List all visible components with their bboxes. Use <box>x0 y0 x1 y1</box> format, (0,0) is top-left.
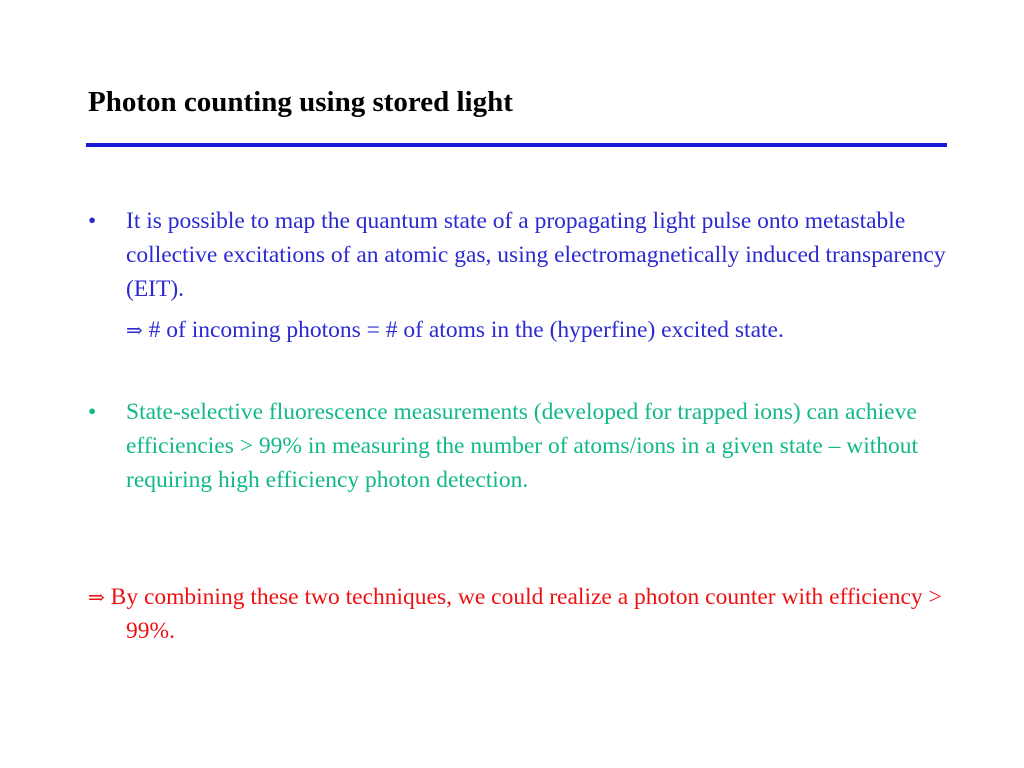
slide-title: Photon counting using stored light <box>88 86 513 118</box>
bullet-fluorescence <box>88 395 948 497</box>
conclusion-text: By combining these two techniques, we could realize a photon counter with efficiency > 99%. <box>104 584 942 644</box>
bullet-marker: • <box>88 208 97 234</box>
bullet-text: State-selective fluorescence measurements (developed for trapped ions) can achieve efficiencies > 99% in measuring the number of atoms/ions in a given state – without requiring high efficiency photon detection. <box>126 399 919 493</box>
bullet-text: It is possible to map the quantum state of a propagating light pulse onto metastable collective excitations of an atomic gas, using electromagnetically induced transparency (EIT). <box>126 208 946 302</box>
implication-line <box>126 313 966 347</box>
title-underline <box>86 143 947 147</box>
bullet-eit <box>88 204 948 306</box>
bullet-marker: • <box>88 399 97 425</box>
implies-arrow-icon: ⇒ <box>88 585 105 609</box>
conclusion-line <box>88 580 948 648</box>
implies-arrow-icon: ⇒ <box>126 318 143 342</box>
implication-text: # of incoming photons = # of atoms in the (hyperfine) excited state. <box>142 317 784 343</box>
